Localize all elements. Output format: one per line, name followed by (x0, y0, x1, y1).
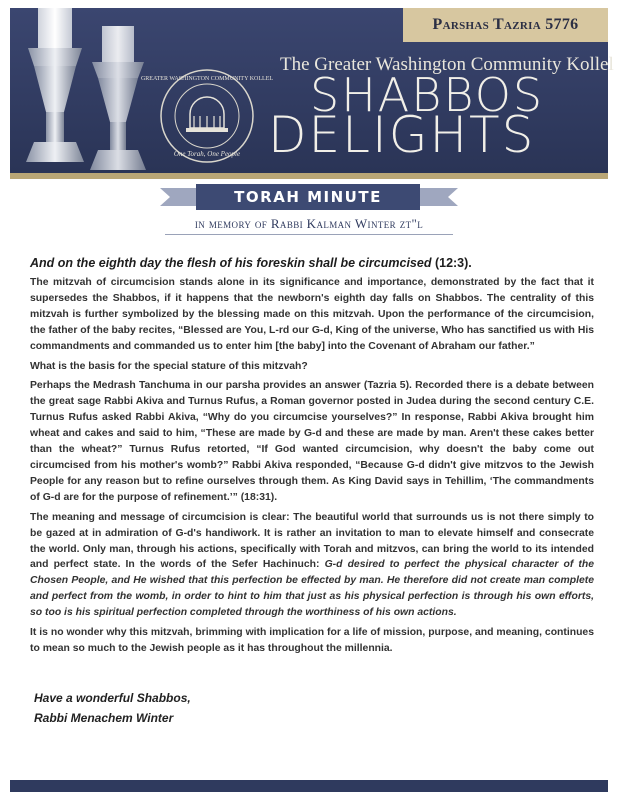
paragraph-4 (30, 510, 594, 621)
verse-quote (30, 256, 594, 270)
verse-reference: (12:3). (434, 256, 472, 270)
paragraph-3: Perhaps the Medrash Tanchuma in our parsha provides an answer (Tazria 5). Recorded there is a debate between the great sage Rabbi Akiva and Turnus Rufus, a Roman governor posted in Judea during the second century C.E. Turnus Rufus asked Rabbi Akiva, “Why do you circumcise yourselves?” In response, Rabbi Akiva brought him wheat and cakes and said to him, “These are made by G-d and these are made by man. Aren't these cakes better than the wheat?” Turnus Rufus retorted, “If God wanted circumcision, why doesn't the baby come out circumcised from his mother's womb?” Rabbi Akiva responded, “Because G-d didn't give mitzvos to the Jewish People for any reason but to refine ourselves through them. As King David says in Tehillim, ‘The commandments of G-d are for the purpose of refinement.’” (18:31). (30, 380, 594, 503)
paragraph-4-quote: G-d desired to perfect the physical character of the Chosen People, and He wished that this perfection be effected by man. He therefore did not create man complete and perfect from the womb, in order to hint to him that just as his physical perfection is through his own efforts, so too is his spiritual perfection completed through the worthiness of his own actions. (30, 559, 595, 619)
paragraph-2: What is the basis for the special stature of this mitzvah? (30, 360, 308, 372)
ribbon-right (418, 188, 458, 206)
seal-bottom-text: One Torah, One People (173, 150, 241, 158)
memorial-line: in memory of Rabbi Kalman Winter zt"l (194, 216, 424, 231)
closing-greeting: Have a wonderful Shabbos, (34, 691, 191, 705)
closing-signature (34, 688, 191, 728)
title-shabbos: SHABBOS (310, 68, 545, 122)
title-delights: DELIGHTS (268, 106, 536, 164)
paragraph-1: The mitzvah of circumcision stands alone in its significance and importance, demonstrated by the fact that it supersedes the Shabbos, if it happens that the newborn's eighth day falls on Shabbos. The centrality of this mitzvah is further symbolized by the blessing made on this mitzvah. Upon the performance of the circumcision, the father of the baby recites, “Blessed are You, L-rd our G-d, King of the universe, Who has sanctified us with His commandments and commanded us to enter him [the baby] into the Covenant of Abraham our father.” (30, 277, 594, 352)
closing-author: Rabbi Menachem Winter (34, 711, 174, 725)
paragraph-4-text: The meaning and message of circumcision is clear: The beautiful world that surrounds us is not there simply to be gazed at in admiration of G-d's handiwork. It is rather an invitation to man to elevate himself and consecrate the world. Only man, through his actions, specifically with Torah and mitzvos, can bring the world to its intended and perfect state. In the words of the Sefer Hachinuch: (30, 511, 594, 571)
header-gold-rule (10, 173, 608, 179)
paragraph-5: It is no wonder why this mitzvah, brimming with implication for a life of mission, purpose, and meaning, continues to mean so much to the Jewish people as it has throughout the millennia. (30, 627, 594, 654)
section-title: TORAH MINUTE (196, 184, 420, 210)
kollel-seal-logo (140, 66, 274, 168)
article-body (30, 256, 594, 661)
verse-text: And on the eighth day the flesh of his foreskin shall be circumcised (30, 256, 432, 270)
footer-bar (10, 780, 608, 792)
seal-top-text: GREATER WASHINGTON COMMUNITY KOLLEL (140, 76, 274, 82)
ribbon-left (160, 188, 200, 206)
header-banner (10, 8, 614, 173)
memorial-divider (165, 234, 453, 235)
kollel-name: The Greater Washington Community Kollel (280, 54, 614, 75)
parsha-label: Parshas Tazria 5776 (403, 8, 608, 42)
